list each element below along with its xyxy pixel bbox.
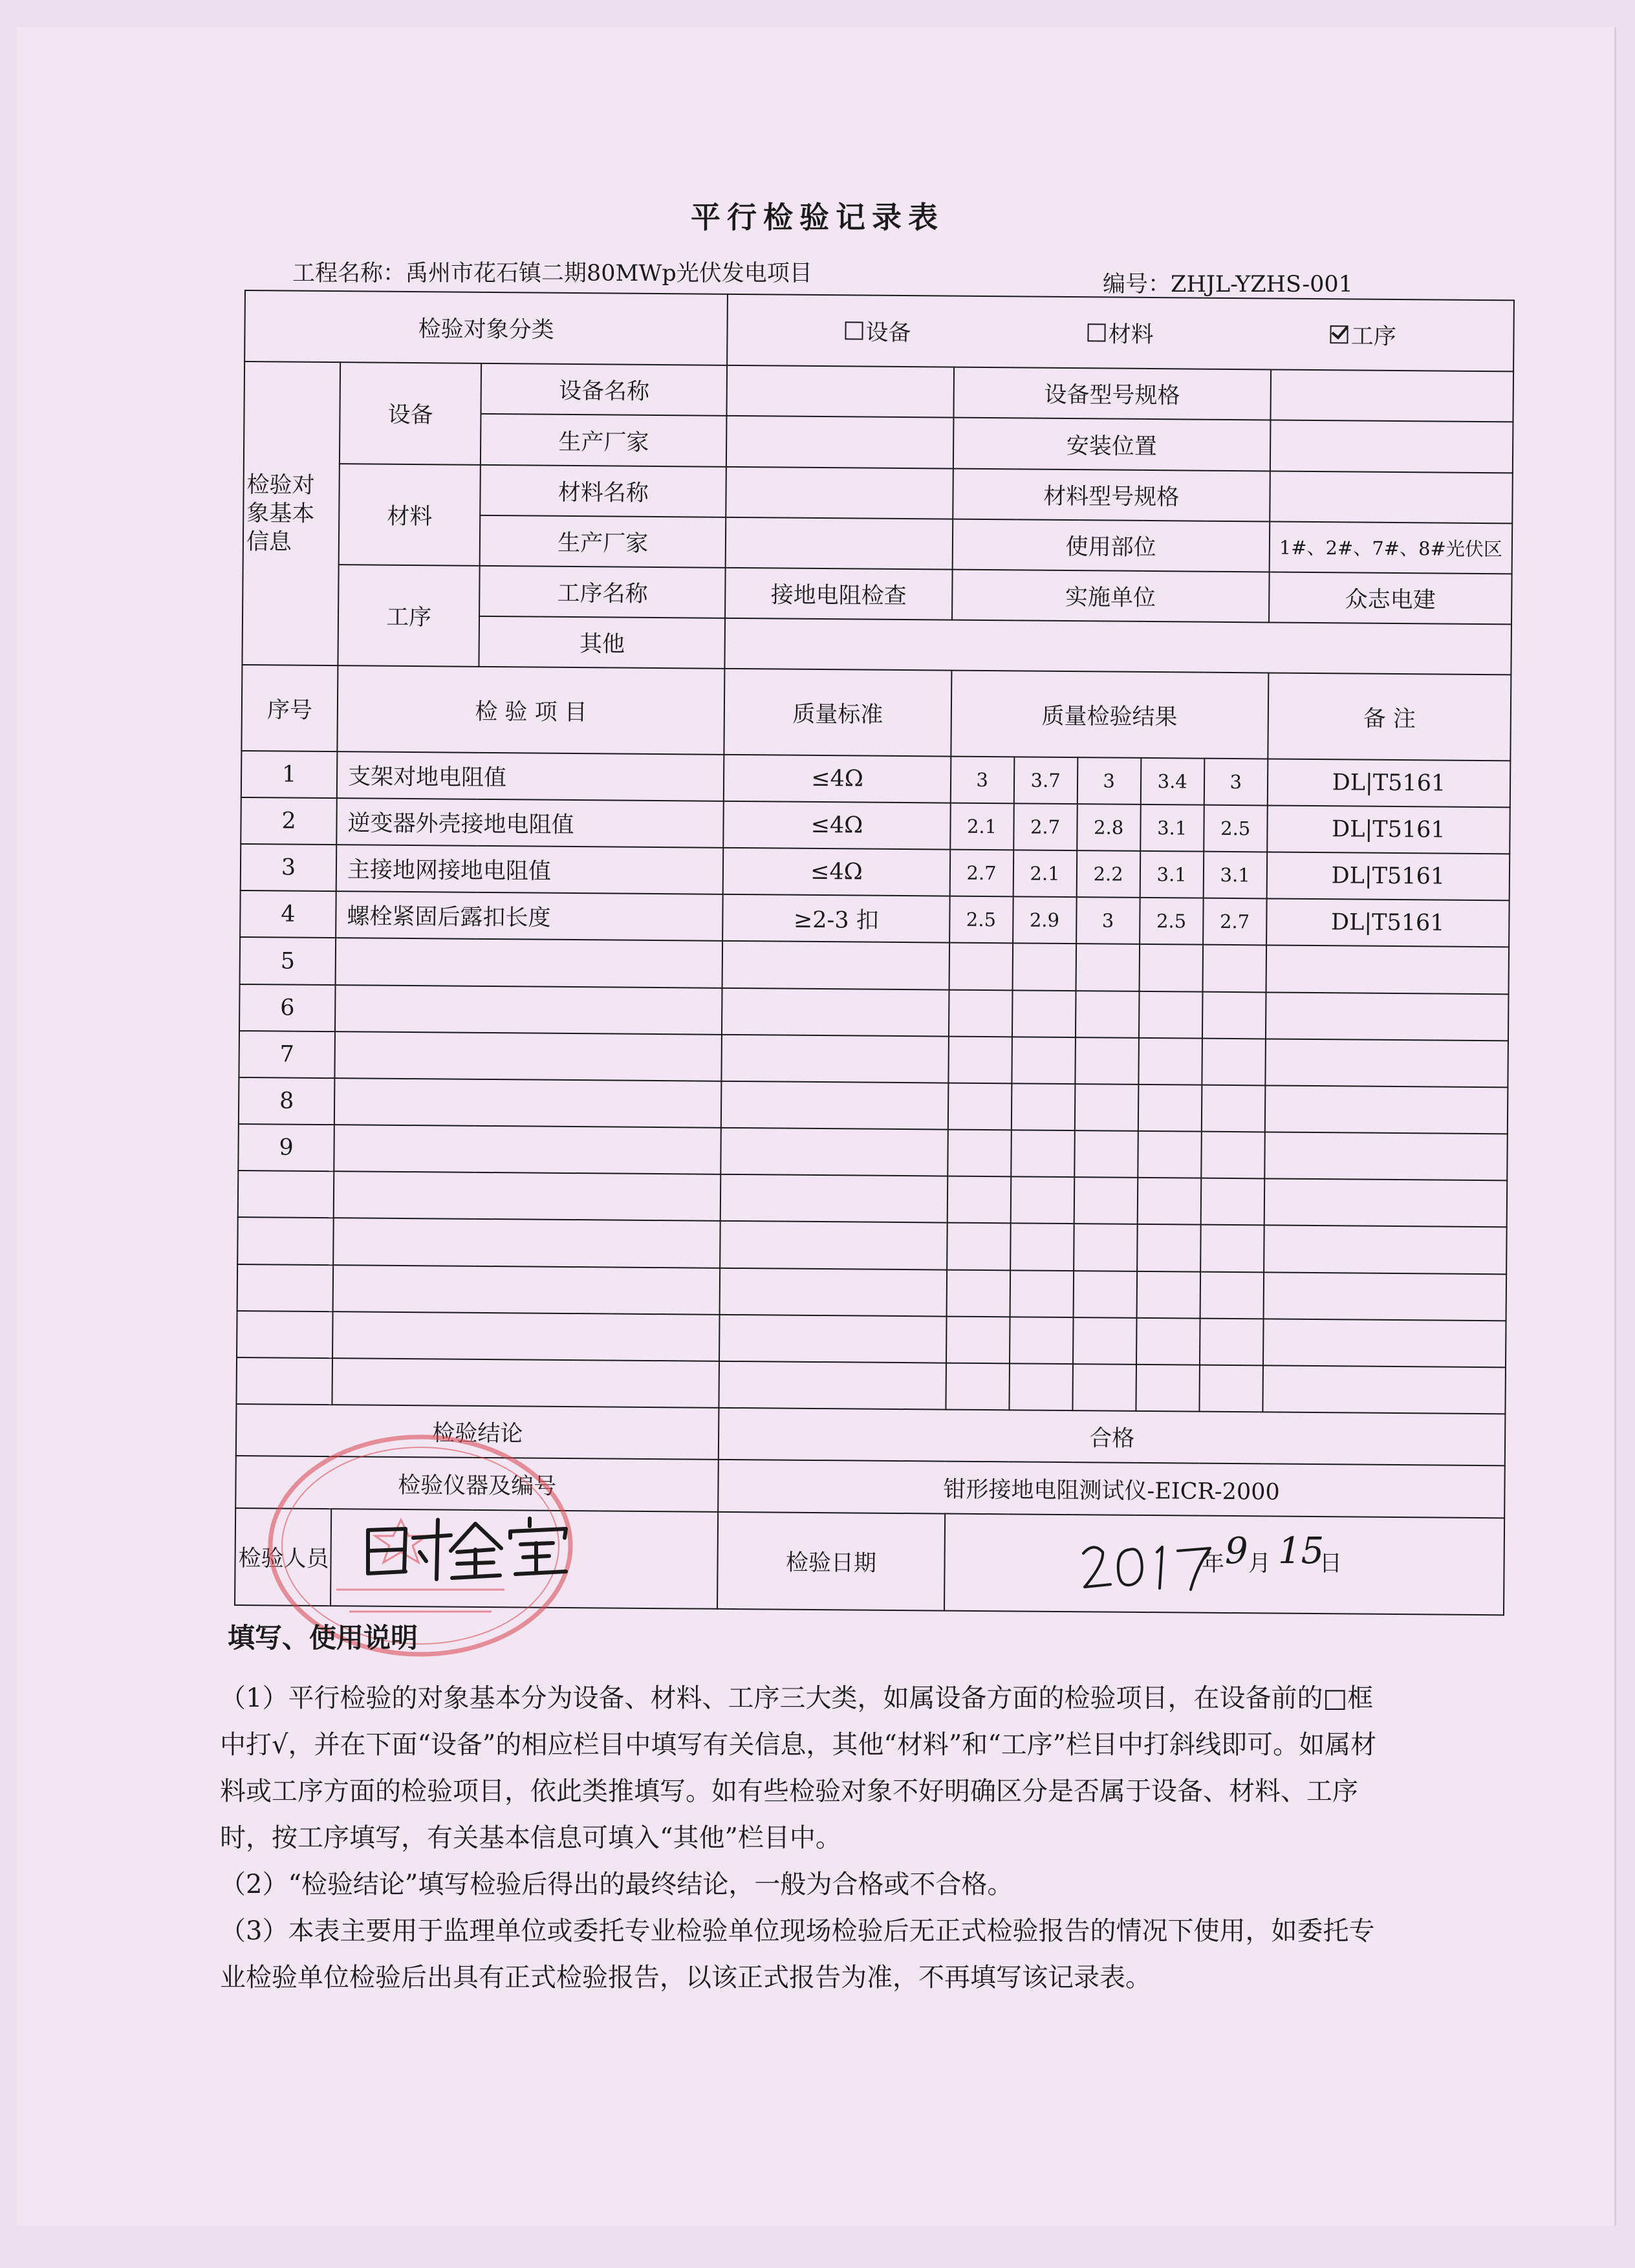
instruction-2: （2）“检验结论”填写检验后得出的最终结论，一般为合格或不合格。 — [220, 1870, 1013, 1899]
item-result: 2.1 — [950, 803, 1014, 850]
header-remark: 备 注 — [1268, 673, 1511, 761]
item-standard — [721, 1128, 948, 1176]
item-result — [1073, 1317, 1137, 1365]
item-remark: DL|T5161 — [1267, 805, 1510, 854]
item-name — [335, 985, 722, 1035]
item-result — [947, 1130, 1012, 1177]
item-name — [332, 1358, 720, 1408]
process-name-value: 接地电阻检查 — [725, 568, 952, 620]
instruction-3: （3）本表主要用于监理单位或委托专业检验单位现场检验后无正式检验报告的情况下使用，如委托专业检验单位检验后出具有正式检验报告，以该正式报告为准，不再填写该记录表。 — [220, 1916, 1375, 1993]
item-result — [1201, 1132, 1265, 1179]
item-name: 主接地网接地电阻值 — [336, 845, 724, 894]
conclusion-label: 检验结论 — [236, 1404, 719, 1460]
item-result — [1200, 1178, 1264, 1226]
item-seq: 1 — [241, 751, 338, 798]
category-row — [244, 290, 1514, 372]
item-standard — [719, 1315, 946, 1363]
item-result — [947, 1223, 1011, 1270]
item-result: 2.1 — [1013, 850, 1077, 897]
item-result: 2.2 — [1076, 850, 1140, 898]
item-result — [1074, 1084, 1138, 1131]
material-group-label: 材料 — [339, 464, 481, 566]
material-spec-value — [1270, 471, 1513, 523]
instructions-title: 填写、使用说明 — [228, 1622, 418, 1654]
item-result — [1076, 944, 1140, 991]
item-result — [1202, 1038, 1266, 1085]
item-standard — [720, 1221, 947, 1269]
item-standard: ≤4Ω — [723, 848, 950, 896]
item-result — [1074, 1224, 1138, 1271]
item-seq: 5 — [240, 937, 336, 984]
item-seq: 6 — [239, 984, 336, 1031]
instrument-value: 钳形接地电阻测试仪-EICR-2000 — [719, 1460, 1505, 1518]
conclusion-value: 合格 — [719, 1408, 1505, 1466]
item-name — [334, 1031, 722, 1081]
header-item: 检 验 项 目 — [337, 666, 724, 755]
item-standard: ≤4Ω — [724, 755, 951, 803]
item-result — [1200, 1225, 1264, 1272]
item-remark — [1264, 1226, 1507, 1274]
item-result — [1137, 1224, 1201, 1271]
date-day-unit: 日 — [1319, 1551, 1343, 1577]
equipment-spec-label: 设备型号规格 — [953, 367, 1271, 420]
item-result — [1139, 991, 1203, 1039]
item-standard — [720, 1174, 947, 1223]
inspector-signature — [360, 1512, 606, 1583]
item-result: 3 — [1204, 758, 1268, 805]
process-name-label: 工序名称 — [479, 566, 726, 618]
item-standard — [722, 1035, 949, 1083]
option-process[interactable] — [1330, 318, 1396, 351]
item-result — [1010, 1270, 1074, 1317]
item-standard — [720, 1268, 947, 1316]
item-result — [1073, 1271, 1137, 1318]
item-result — [1200, 1271, 1264, 1319]
item-remark — [1262, 1365, 1506, 1414]
material-maker-value — [726, 517, 953, 570]
item-seq — [237, 1311, 333, 1358]
item-result — [949, 943, 1013, 990]
item-result: 3 — [1077, 757, 1141, 805]
item-name — [332, 1312, 720, 1361]
process-other-value — [725, 618, 1511, 675]
item-result — [1138, 1038, 1202, 1085]
option-process-label: 工序 — [1350, 323, 1397, 351]
item-standard: ≥2-3 扣 — [722, 894, 949, 943]
item-name — [333, 1265, 720, 1315]
item-result: 2.7 — [1013, 803, 1077, 850]
item-result — [1202, 991, 1266, 1039]
item-seq: 3 — [241, 844, 337, 891]
category-options — [727, 294, 1513, 372]
item-name — [333, 1218, 720, 1268]
option-equipment[interactable] — [845, 314, 911, 347]
item-result — [1012, 990, 1076, 1037]
item-result — [946, 1316, 1010, 1363]
item-result — [946, 1269, 1010, 1317]
item-result — [1072, 1364, 1136, 1411]
code-label: 编号： — [1103, 272, 1171, 297]
item-remark — [1263, 1319, 1506, 1367]
item-name: 螺栓紧固后露扣长度 — [336, 891, 723, 941]
item-seq — [237, 1264, 334, 1312]
item-result — [1011, 1083, 1075, 1130]
item-result: 3.4 — [1140, 758, 1204, 805]
item-name — [336, 938, 723, 988]
header-result: 质量检验结果 — [951, 671, 1268, 759]
item-result: 3 — [950, 756, 1014, 803]
header-seq: 序号 — [241, 665, 338, 751]
instruction-1: （1）平行检验的对象基本分为设备、材料、工序三大类，如属设备方面的检验项目，在设备前的□框中打√，并在下面“设备”的相应栏目中填写有关信息，其他“材料”和“工序”栏目中打斜线即可。如属材料或工序方面的检验项目，依此类推填写。如有些检验对象不好明确区分是否属于设备、材料、工序时，按工序填写，有关基本信息可填入“其他”栏目中。 — [220, 1683, 1377, 1853]
item-result: 3.1 — [1140, 805, 1204, 852]
item-standard — [722, 941, 949, 989]
project-name: 禹州市花石镇二期80MWp光伏发电项目 — [406, 261, 812, 286]
material-spec-label: 材料型号规格 — [953, 468, 1270, 521]
item-remark — [1264, 1179, 1507, 1227]
item-standard — [719, 1361, 946, 1410]
item-seq: 7 — [239, 1031, 335, 1078]
category-label: 检验对象分类 — [244, 290, 728, 365]
form-title: 平行检验记录表 — [691, 200, 944, 235]
date-month-unit: 月 — [1248, 1551, 1272, 1577]
material-row-1 — [243, 463, 1513, 524]
item-result — [1074, 1177, 1138, 1224]
form-code: ZHJL-YZHS-001 — [1171, 272, 1353, 297]
item-name: 逆变器外壳接地电阻值 — [336, 798, 724, 848]
item-result — [1136, 1365, 1200, 1412]
item-standard — [721, 1081, 948, 1130]
equipment-name-value — [727, 365, 954, 418]
item-result: 2.5 — [1140, 898, 1204, 945]
item-result — [1137, 1178, 1201, 1225]
item-result — [1202, 1085, 1266, 1132]
item-standard: ≤4Ω — [724, 801, 951, 850]
item-result — [1139, 944, 1203, 991]
item-seq: 8 — [239, 1077, 335, 1125]
item-result — [949, 989, 1013, 1037]
item-seq: 2 — [241, 797, 337, 845]
item-result: 2.9 — [1013, 897, 1077, 944]
checkbox-process-checked[interactable] — [1330, 325, 1348, 343]
item-result — [1010, 1224, 1074, 1271]
material-name-value — [726, 467, 953, 519]
instructions-body — [220, 1675, 1384, 2001]
item-result — [1009, 1363, 1073, 1410]
item-remark: DL|T5161 — [1266, 899, 1510, 947]
item-result: 2.8 — [1077, 804, 1141, 851]
material-usage-label: 使用部位 — [952, 519, 1270, 572]
equipment-maker-value — [726, 416, 953, 468]
process-row-1 — [243, 564, 1512, 625]
checkbox-material[interactable] — [1088, 323, 1106, 341]
item-result — [1138, 1085, 1202, 1132]
item-remark: DL|T5161 — [1268, 759, 1511, 807]
inspection-table — [234, 290, 1515, 1615]
item-remark — [1266, 945, 1509, 994]
date-month-value: 9 — [1225, 1530, 1248, 1572]
item-rows — [236, 751, 1510, 1414]
item-seq: 4 — [240, 891, 336, 938]
item-name — [334, 1171, 721, 1221]
item-result — [1136, 1271, 1200, 1319]
item-name: 支架对地电阻值 — [337, 751, 724, 801]
item-seq — [238, 1171, 334, 1218]
equipment-location-label: 安装位置 — [953, 418, 1270, 471]
item-result — [1076, 991, 1140, 1038]
item-result: 2.7 — [949, 850, 1013, 897]
item-result: 2.5 — [949, 896, 1013, 944]
equipment-row-1 — [244, 362, 1514, 422]
item-name — [334, 1125, 721, 1174]
item-remark — [1263, 1272, 1506, 1321]
equipment-maker-label: 生产厂家 — [481, 414, 727, 466]
process-group-label: 工序 — [338, 565, 479, 667]
instrument-label: 检验仪器及编号 — [235, 1456, 719, 1511]
item-result — [1200, 1318, 1264, 1365]
item-seq — [237, 1217, 334, 1264]
item-result — [948, 1036, 1012, 1083]
option-material[interactable] — [1087, 316, 1153, 349]
option-material-label: 材料 — [1108, 321, 1154, 349]
item-result — [1075, 1037, 1139, 1085]
item-result — [1199, 1365, 1263, 1412]
item-result — [1012, 1037, 1076, 1084]
date-day-value: 15 — [1278, 1530, 1325, 1572]
process-unit-value: 众志电建 — [1269, 572, 1512, 624]
code-line — [1103, 266, 1353, 299]
item-remark — [1265, 1039, 1508, 1087]
item-result — [1136, 1318, 1200, 1365]
item-result: 2.7 — [1203, 898, 1267, 945]
item-result — [1202, 945, 1266, 992]
equipment-spec-value — [1270, 370, 1513, 422]
checkbox-equipment[interactable] — [845, 321, 863, 340]
date-year-unit: 年 — [1202, 1551, 1225, 1577]
process-other-label: 其他 — [479, 616, 726, 669]
item-remark: DL|T5161 — [1266, 852, 1510, 901]
item-name — [334, 1078, 722, 1128]
item-remark — [1265, 1085, 1508, 1134]
item-result: 3.1 — [1140, 851, 1204, 898]
inspector-label: 检验人员 — [235, 1508, 331, 1606]
equipment-name-label: 设备名称 — [481, 363, 728, 416]
item-result: 3.1 — [1203, 852, 1267, 899]
item-result — [1138, 1131, 1202, 1178]
item-result: 2.5 — [1204, 805, 1268, 852]
equipment-group-label: 设备 — [340, 362, 481, 464]
seal-text — [0, 0, 1, 1]
item-seq: 9 — [238, 1124, 334, 1171]
item-remark — [1266, 992, 1509, 1041]
material-usage-value: 1#、2#、7#、8#光伏区 — [1269, 521, 1512, 574]
item-result — [1074, 1130, 1138, 1178]
item-standard — [722, 988, 949, 1036]
item-result: 3 — [1076, 897, 1140, 944]
header-standard: 质量标准 — [724, 669, 951, 756]
item-result — [1010, 1317, 1074, 1364]
item-result — [1012, 944, 1076, 991]
date-label: 检验日期 — [717, 1511, 944, 1610]
item-seq — [236, 1357, 332, 1405]
item-result — [1010, 1177, 1074, 1224]
item-result — [947, 1083, 1012, 1130]
basic-info-label: 检验对象基本信息 — [242, 362, 340, 665]
item-result — [946, 1363, 1010, 1410]
item-result — [1011, 1130, 1075, 1177]
item-result: 3.7 — [1013, 757, 1077, 804]
project-line — [292, 255, 812, 288]
items-header-row — [241, 665, 1511, 761]
option-equipment-label: 设备 — [865, 319, 911, 347]
equipment-location-value — [1270, 420, 1513, 473]
material-maker-label: 生产厂家 — [480, 515, 726, 568]
project-label: 工程名称： — [292, 261, 406, 286]
process-unit-label: 实施单位 — [952, 570, 1270, 623]
material-name-label: 材料名称 — [480, 465, 726, 517]
item-remark — [1264, 1132, 1508, 1181]
item-result — [947, 1176, 1011, 1224]
